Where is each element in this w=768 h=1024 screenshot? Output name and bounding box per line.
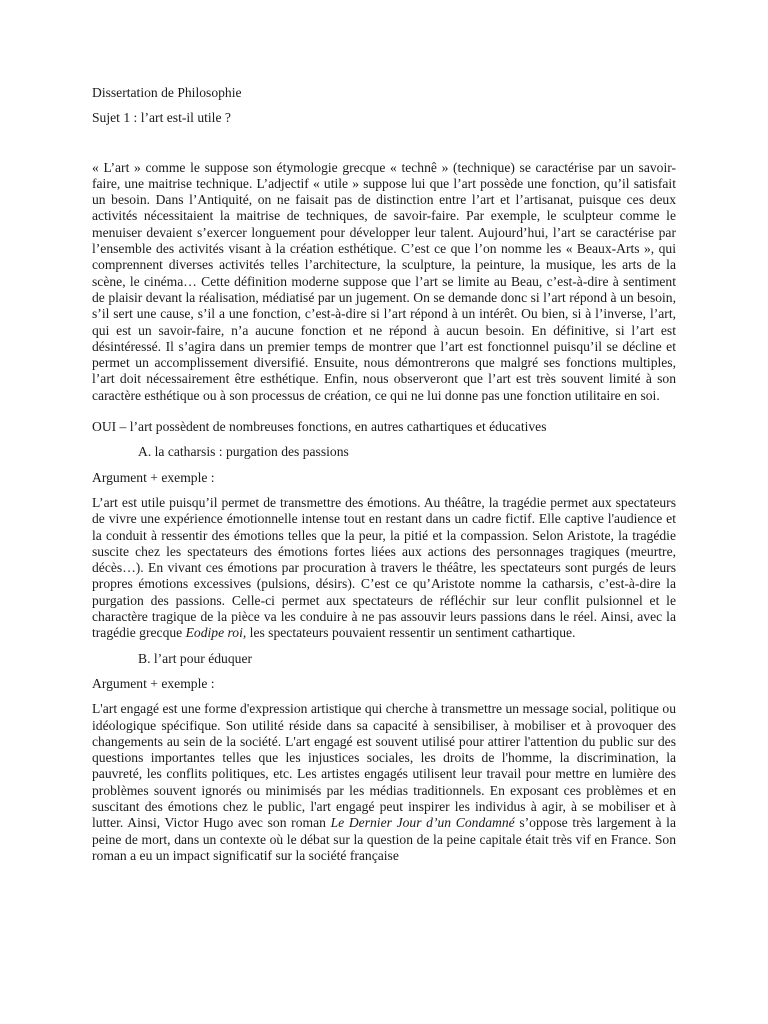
section-b-paragraph [92,701,676,864]
section-b-text: L'art engagé est une forme d'expression artistique qui cherche à transmettre un message social, politique ou idéologique spécifique. Son utilité réside dans sa capacité à sensibiliser, à mobiliser et à provoquer des changements au sein de la société. L'art engagé est souvent utilisé pour attirer l'attention du public sur des questions importantes telles que les injustices sociales, les droits de l'homme, la discrimination, la pauvreté, les conflits politiques, etc. Les artistes engagés utilisent leur travail pour mettre en lumière des problèmes souvent ignorés ou minimisés par les médias traditionnels. En exposant ces problèmes et en suscitant des émotions chez le public, l'art engagé peut inspirer les individus à agir, à se mobiliser et à lutter. Ainsi, Victor Hugo avec son roman [92,701,676,831]
section-a-paragraph [92,495,676,642]
introduction-paragraph: « L’art » comme le suppose son étymologie grecque « technê » (technique) se caractérise par un savoir-faire, une maitrise technique. L’adjectif « utile » suppose lui que l’art possède une fonction, qu’il satisfait un besoin. Dans l’Antiquité, on ne faisait pas de distinction entre l’art et l’artisanat, puisque ces deux activités nécessitaient la maitrise de techniques, de savoir-faire. Par exemple, le sculpteur comme le menuiser devaient s’exercer longuement pour développer leur talent. Aujourd’hui, l’art se caractérise par l’ensemble des activités visant à la création esthétique. C’est ce que l’on nomme les « Beaux-Arts », qui comprennent diverses activités telles l’architecture, la sculpture, la peinture, la musique, les arts de la scène, le cinéma… Cette définition moderne suppose que l’art se limite au Beau, c’est-à-dire à sentiment de plaisir devant la réalisation, médiatisé par un jugement. On se demande donc si l’art répond à un besoin, s’il sert une cause, s’il a une fonction, c’est-à-dire si l’art répond à un intérêt. Ou bien, si à l’inverse, l’art, qui est un savoir-faire, n’a aucune fonction et ne répond à aucun besoin. En définitive, si l’art est désintéressé. Il s’agira dans un premier temps de montrer que l’art est fonctionnel puisqu’il se décline et permet un accomplissement diversifié. Ensuite, nous démontrerons que malgré ses fonctions multiples, l’art doit nécessairement être esthétique. Enfin, nous observeront que l’art est très souvent limité à son caractère esthétique ou à son processus de création, ce qui ne lui donne pas une fonction utilitaire en soi. [92,159,676,403]
section-a-heading: A. la catharsis : purgation des passions [138,444,349,460]
section-b-heading: B. l’art pour éduquer [138,650,253,666]
section-b-text-end: s’oppose très largement à la peine de mort, dans un contexte où le débat sur la question de la peine capitale était très vif en France. Son roman a eu un impact significatif sur la société française [92,815,676,863]
document-subject: Sujet 1 : l’art est-il utile ? [92,110,231,126]
part-heading: OUI – l’art possèdent de nombreuses fonctions, en autres cathartiques et éducatives [92,419,547,435]
section-a-text: L’art est utile puisqu’il permet de transmettre des émotions. Au théâtre, la tragédie permet aux spectateurs de vivre une expérience émotionnelle intense tout en restant dans un cadre fictif. Elle captive l'audience et la conduit à ressentir des émotions telles que la peur, la pitié et la compassion. Selon Aristote, la tragédie suscite chez les spectateurs des émotions fortes liées aux actions des personnages tragiques (meurtre, décès…). En vivant ces émotions par procuration à travers le théâtre, les spectateurs sont purgés de leurs propres émotions excessives (pulsions, désirs). C’est ce qu’Aristote nomme la catharsis, c’est-à-dire la purgation des passions. Celle-ci permet aux spectateurs de réfléchir sur leur conflit pulsionnel et le charactère tragique de la pièce va les conduire à ne pas assouvir leurs passions dans le réel. Ainsi, avec la tragédie grecque [92,494,676,641]
document-title: Dissertation de Philosophie [92,85,242,100]
section-a-argument-label: Argument + exemple : [92,469,215,485]
section-b-argument-label: Argument + exemple : [92,675,215,691]
section-a-text-end: les spectateurs pouvaient ressentir un sentiment cathartique. [246,625,576,641]
section-b-work-title: Le Dernier Jour d’un Condamné [330,815,515,831]
section-a-work-title: Eodipe roi, [185,625,247,641]
